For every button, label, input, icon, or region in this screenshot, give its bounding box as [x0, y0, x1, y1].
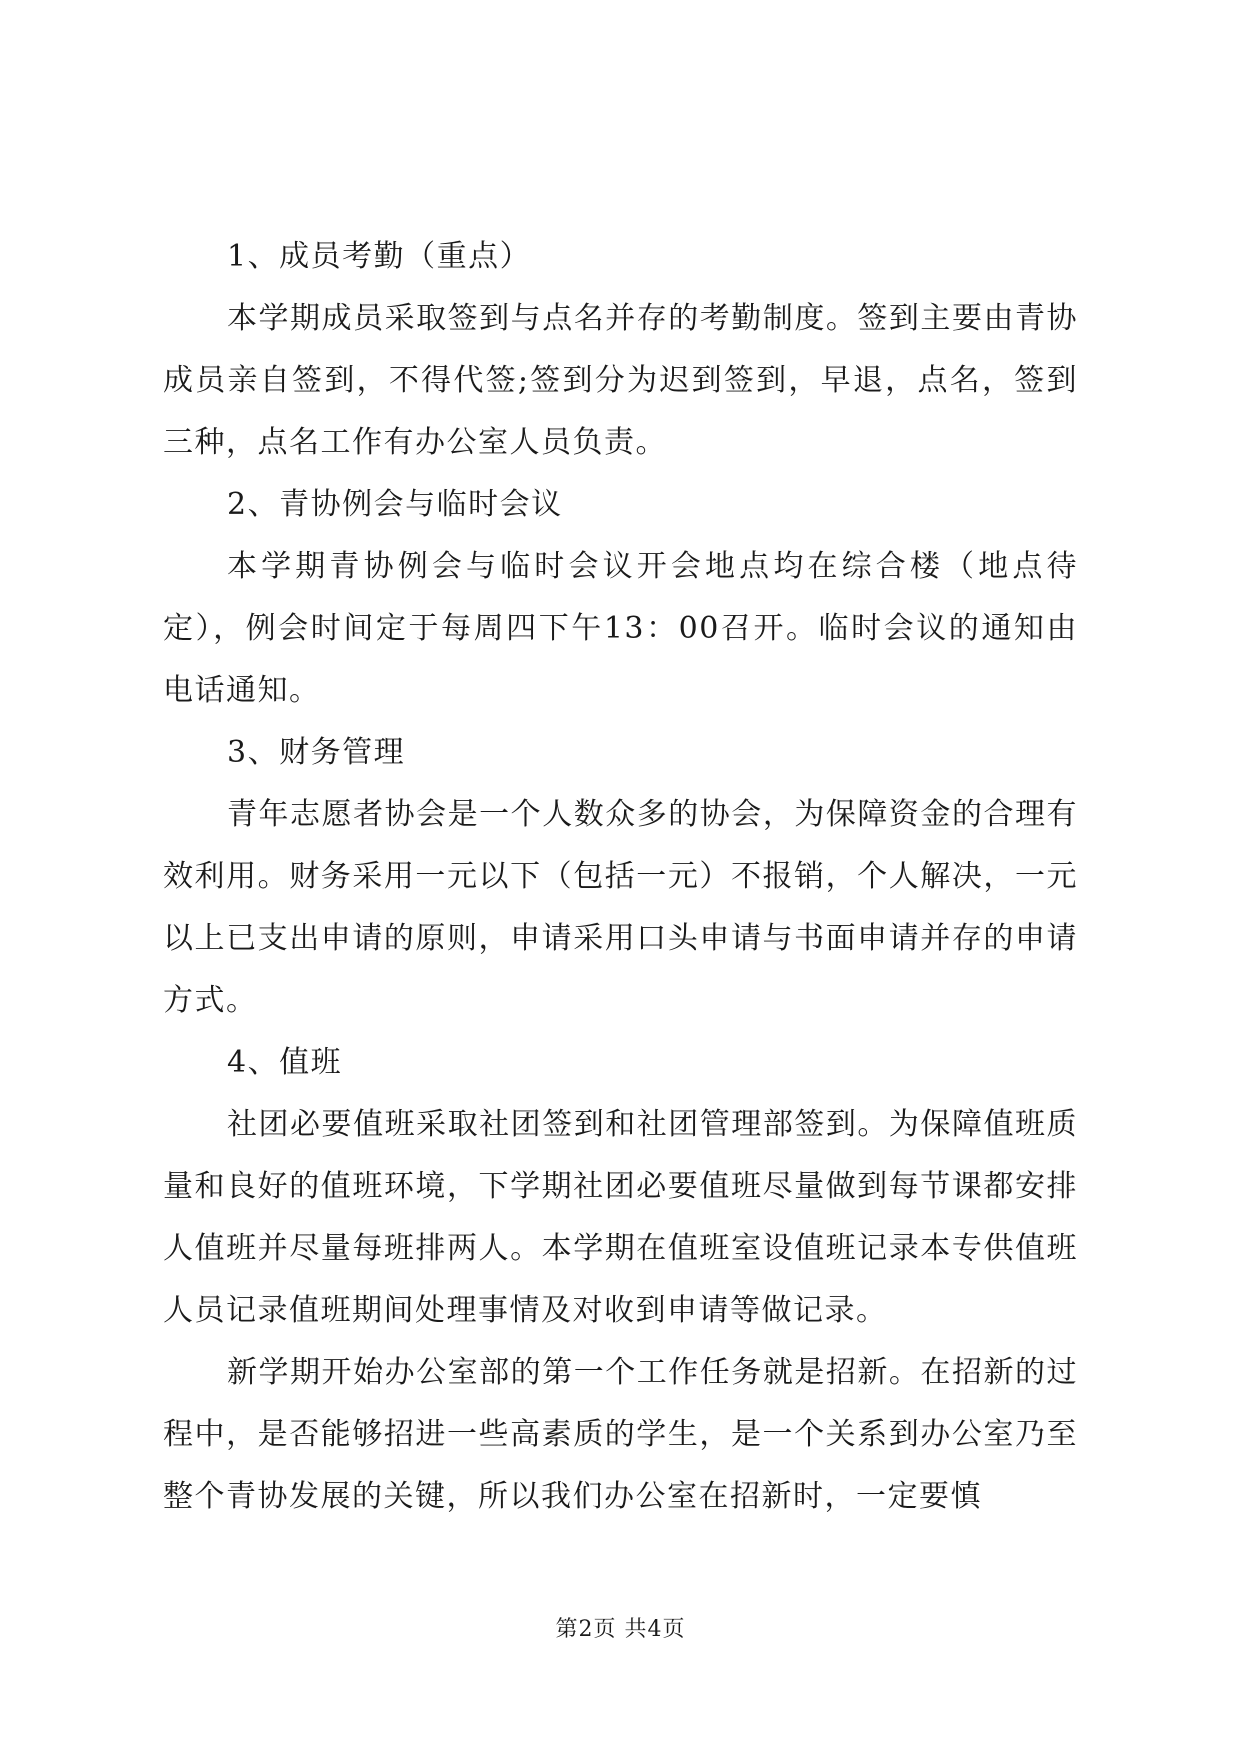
section-heading-duty: 4、值班 — [227, 1045, 343, 1080]
section-body-attendance: 本学期成员采取签到与点名并存的考勤制度。签到主要由青协成员亲自签到，不得代签;签到分为迟到签到，早退，点名，签到三种，点名工作有办公室人员负责。 — [163, 301, 1078, 460]
section-heading-finance: 3、财务管理 — [227, 735, 406, 770]
section-heading-meetings: 2、青协例会与临时会议 — [227, 487, 563, 522]
closing-paragraph: 新学期开始办公室部的第一个工作任务就是招新。在招新的过程中，是否能够招进一些高素质的学生，是一个关系到办公室乃至整个青协发展的关键，所以我们办公室在招新时，一定要慎 — [163, 1355, 1078, 1514]
section-body-duty: 社团必要值班采取社团签到和社团管理部签到。为保障值班质量和良好的值班环境，下学期社团必要值班尽量做到每节课都安排人值班并尽量每班排两人。本学期在值班室设值班记录本专供值班人员记录值班期间处理事情及对收到申请等做记录。 — [163, 1107, 1078, 1328]
section-body-meetings: 本学期青协例会与临时会议开会地点均在综合楼（地点待定），例会时间定于每周四下午13：00召开。临时会议的通知由电话通知。 — [163, 549, 1078, 708]
section-heading-attendance: 1、成员考勤（重点） — [227, 239, 532, 274]
section-body-finance: 青年志愿者协会是一个人数众多的协会，为保障资金的合理有效利用。财务采用一元以下（包括一元）不报销，个人解决，一元以上已支出申请的原则，申请采用口头申请与书面申请并存的申请方式。 — [163, 797, 1078, 1018]
document-body — [163, 226, 1078, 1528]
page-number-footer: 第2页 共4页 — [555, 1617, 686, 1642]
